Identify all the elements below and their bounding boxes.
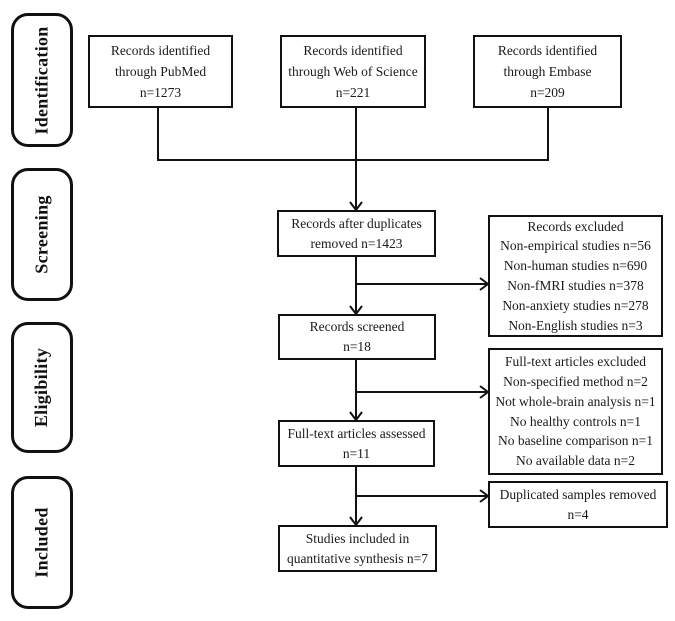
flow-box-fulltext-assessed — [278, 420, 435, 467]
stage-label-included — [11, 476, 73, 609]
box-text-line: n=209 — [530, 85, 565, 100]
box-text-line: Non-human studies n=690 — [503, 258, 648, 274]
box-text-line: Records identified — [303, 43, 403, 58]
box-text-line: Non-fMRI studies n=378 — [507, 278, 644, 293]
box-text-line: Full-text articles assessed — [287, 425, 426, 441]
stage-label-eligibility — [11, 322, 73, 453]
box-text-line: Records excluded — [527, 218, 624, 234]
stage-label-identification — [11, 13, 73, 147]
box-text-line: Studies included in — [305, 530, 410, 546]
box-text-line: through Embase — [503, 64, 592, 79]
box-text-line: n=221 — [335, 85, 371, 100]
box-text-line: No healthy controls n=1 — [510, 413, 641, 429]
box-text-line: Full-text articles excluded — [505, 354, 646, 370]
box-text-line: through PubMed — [114, 64, 207, 79]
box-text-line: n=11 — [342, 445, 371, 461]
box-text-line: Non-anxiety studies n=278 — [502, 297, 649, 313]
flow-box-duplicates-removed — [277, 210, 436, 257]
box-text-line: quantitative synthesis n=7 — [286, 550, 429, 566]
box-text-line: n=18 — [343, 339, 371, 354]
box-text-line: No baseline comparison n=1 — [498, 433, 653, 449]
source-box-web-of-science — [280, 35, 426, 108]
box-text-line: removed n=1423 — [310, 235, 403, 251]
box-text-line: Non-empirical studies n=56 — [500, 238, 651, 254]
exclusion-box-fulltext-excluded — [488, 348, 663, 475]
source-box-pubmed — [88, 35, 233, 108]
flow-box-studies-included — [278, 525, 437, 572]
box-text-line: n=1273 — [139, 85, 182, 100]
flow-box-records-screened — [278, 314, 436, 360]
box-text-line: Not whole-brain analysis n=1 — [495, 393, 656, 409]
box-text-line: Records screened — [309, 319, 405, 334]
box-text-line: Non-specified method n=2 — [503, 373, 648, 389]
stage-label-text: Screening — [31, 195, 52, 274]
box-text-line: Records after duplicates — [291, 215, 422, 231]
box-text-line: n=4 — [567, 506, 589, 522]
box-text-line: Non-English studies n=3 — [508, 317, 643, 333]
box-text-line: No available data n=2 — [516, 453, 635, 469]
exclusion-box-duplicated-samples — [488, 481, 668, 528]
stage-label-screening — [11, 168, 73, 301]
box-text-line: through Web of Science — [288, 64, 418, 79]
stage-label-text: Included — [31, 507, 52, 578]
box-text-line: Records identified — [110, 43, 211, 58]
box-text-line: Duplicated samples removed — [499, 486, 657, 502]
source-box-embase — [473, 35, 622, 108]
exclusion-box-records-excluded — [488, 215, 663, 337]
box-text-line: Records identified — [497, 43, 598, 58]
stage-label-text: Identification — [31, 25, 52, 135]
stage-label-text: Eligibility — [31, 347, 52, 428]
